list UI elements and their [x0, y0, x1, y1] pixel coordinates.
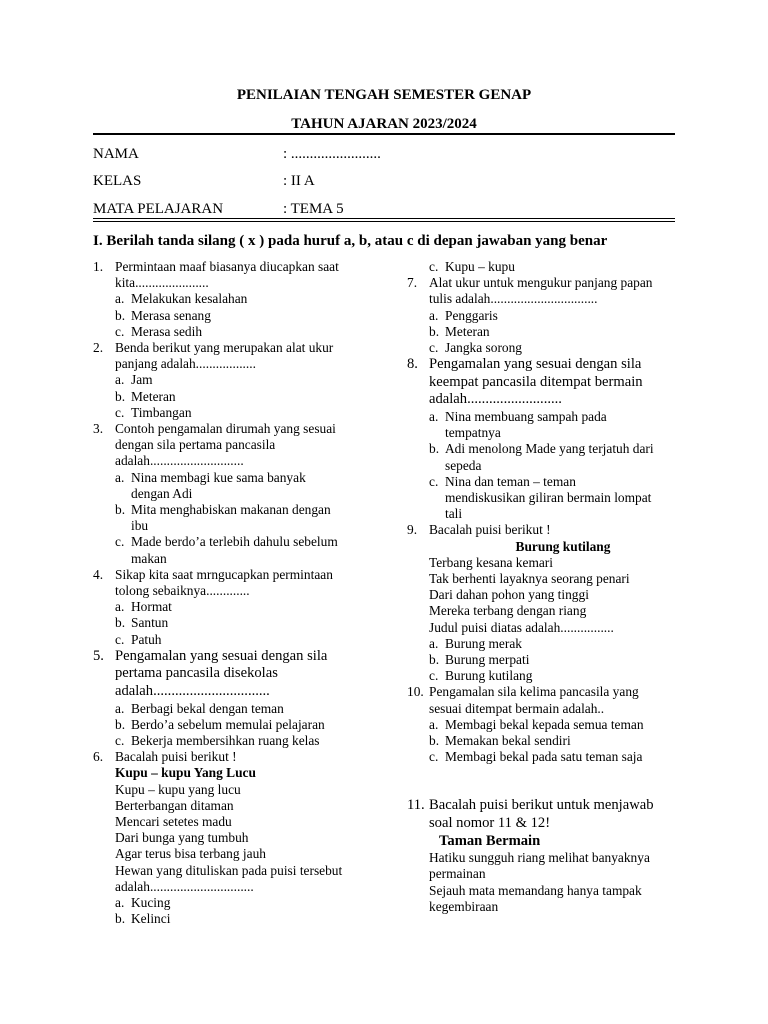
- question-number: 10.: [407, 684, 424, 700]
- option-text: Memakan bekal sendiri: [445, 733, 571, 749]
- question-number: 2.: [93, 340, 104, 356]
- question-10: [407, 684, 697, 765]
- question-11: [407, 797, 697, 850]
- option-letter: b.: [429, 323, 440, 339]
- poem-line: Terbang kesana kemari: [429, 554, 553, 570]
- option-letter: a.: [115, 469, 125, 485]
- option-text: Jangka sorong: [445, 340, 522, 356]
- option-letter: c.: [115, 631, 125, 647]
- option-text: tempatnya: [445, 425, 501, 441]
- option-text: Nina membuang sampah pada: [445, 409, 607, 424]
- option-a[interactable]: [407, 636, 697, 652]
- poem-line: Mereka terbang dengan riang: [429, 603, 587, 619]
- option-text: Made berdo’a terlebih dahulu sebelum: [131, 534, 338, 550]
- question-number: 9.: [407, 522, 418, 538]
- option-letter: c.: [429, 668, 439, 684]
- poem-line: Berterbangan ditaman: [115, 797, 234, 813]
- option-text: sepeda: [445, 457, 482, 473]
- question-text: kita......................: [115, 275, 209, 291]
- option-letter: b.: [429, 441, 440, 457]
- question-text: sesuai ditempat bermain adalah..: [429, 700, 605, 716]
- option-letter: b.: [429, 652, 440, 668]
- option-text: ibu: [131, 518, 149, 534]
- question-text: Judul puisi diatas adalah................: [429, 619, 614, 635]
- option-text: Adi menolong Made yang terjatuh dari: [445, 441, 654, 457]
- option-letter: c.: [115, 404, 125, 420]
- option-a[interactable]: [407, 717, 697, 733]
- option-text: Burung merpati: [445, 652, 530, 668]
- question-number: 4.: [93, 566, 104, 582]
- option-letter: b.: [115, 911, 126, 927]
- option-text: mendiskusikan giliran bermain lompat: [445, 490, 652, 506]
- left-column: [93, 259, 393, 928]
- question-number: 7.: [407, 275, 418, 291]
- question-number: 5.: [93, 647, 104, 664]
- option-c[interactable]: [93, 405, 393, 421]
- option-a[interactable]: [93, 470, 393, 486]
- option-text: tali: [445, 506, 463, 522]
- option-text: Melakukan kesalahan: [131, 291, 248, 307]
- question-text: adalah................................: [115, 683, 270, 700]
- option-letter: b.: [429, 733, 440, 749]
- option-text: Kucing: [131, 895, 171, 911]
- option-b[interactable]: [407, 652, 697, 668]
- option-letter: c.: [429, 749, 439, 765]
- question-7: [407, 275, 697, 356]
- option-letter: b.: [115, 388, 126, 404]
- option-text: Timbangan: [131, 404, 192, 420]
- question-number: 3.: [93, 421, 104, 437]
- question-text: keempat pancasila ditempat bermain: [429, 373, 643, 390]
- question-4: [93, 567, 393, 648]
- poem-line: Sejauh mata memandang hanya tampak: [429, 882, 642, 898]
- option-letter: c.: [115, 534, 125, 550]
- option-text: Penggaris: [445, 307, 498, 323]
- option-text: Berbagi bekal dengan teman: [131, 700, 284, 716]
- option-b[interactable]: [93, 389, 393, 405]
- option-b[interactable]: [93, 502, 393, 518]
- option-letter: a.: [429, 716, 439, 732]
- option-c[interactable]: [407, 668, 697, 684]
- question-text: Alat ukur untuk mengukur panjang papan: [429, 275, 653, 291]
- option-text: Santun: [131, 615, 169, 631]
- option-text: Hormat: [131, 599, 172, 615]
- question-text: Sikap kita saat mrngucapkan permintaan: [115, 566, 333, 582]
- option-a[interactable]: [93, 291, 393, 307]
- option-b[interactable]: [407, 441, 697, 457]
- option-letter: b.: [115, 307, 126, 323]
- question-6: [93, 749, 393, 927]
- option-text: Membagi bekal kepada semua teman: [445, 716, 644, 732]
- option-a[interactable]: [93, 372, 393, 388]
- option-letter: c.: [115, 733, 125, 749]
- divider-top: [93, 133, 675, 135]
- question-11-poem: [407, 850, 697, 915]
- question-text: Contoh pengamalan dirumah yang sesuai: [115, 421, 336, 437]
- option-a[interactable]: [93, 599, 393, 615]
- option-text: Bekerja membersihkan ruang kelas: [131, 733, 320, 749]
- option-b[interactable]: [407, 733, 697, 749]
- option-c[interactable]: [407, 474, 697, 490]
- option-letter: b.: [115, 716, 126, 732]
- option-text: Membagi bekal pada satu teman saja: [445, 749, 643, 765]
- divider-double-1: [93, 218, 675, 219]
- poem-line: Tak berhenti layaknya seorang penari: [429, 571, 630, 587]
- spacer: [407, 765, 697, 797]
- subject-label: MATA PELAJARAN: [93, 201, 224, 217]
- option-text: Mita menghabiskan makanan dengan: [131, 502, 331, 518]
- question-text: Hewan yang dituliskan pada puisi tersebut: [115, 862, 343, 878]
- question-5: [93, 648, 393, 701]
- question-text: Bacalah puisi berikut !: [429, 522, 551, 538]
- question-1: [93, 259, 393, 340]
- option-a[interactable]: [93, 895, 393, 911]
- question-text: Benda berikut yang merupakan alat ukur: [115, 340, 334, 356]
- question-text: dengan sila pertama pancasila: [115, 437, 276, 453]
- option-letter: c.: [115, 323, 125, 339]
- option-text: makan: [131, 550, 167, 566]
- option-text: Kupu – kupu: [445, 259, 515, 274]
- poem-line: Dari bunga yang tumbuh: [115, 830, 249, 846]
- question-text: adalah............................: [115, 453, 244, 469]
- name-label: NAMA: [93, 146, 139, 162]
- option-text: Meteran: [445, 323, 490, 339]
- poem-title: Burung kutilang: [515, 538, 611, 554]
- option-text: dengan Adi: [131, 485, 193, 501]
- option-text: Meteran: [131, 388, 176, 404]
- question-text: soal nomor 11 & 12!: [429, 815, 551, 832]
- option-text: Jam: [131, 372, 153, 388]
- option-text: Merasa sedih: [131, 323, 203, 339]
- poem-line: Hatiku sungguh riang melihat banyaknya: [429, 850, 650, 866]
- question-text: tolong sebaiknya.............: [115, 583, 250, 599]
- question-text: tulis adalah................................: [429, 291, 598, 307]
- poem-line: permainan: [429, 866, 486, 882]
- name-value: : ........................: [283, 146, 381, 162]
- option-letter: a.: [115, 291, 125, 307]
- option-c[interactable]: [93, 632, 393, 648]
- question-8: [407, 356, 697, 409]
- question-text: Bacalah puisi berikut untuk menjawab: [429, 797, 654, 814]
- poem-title: Kupu – kupu Yang Lucu: [115, 765, 256, 781]
- class-value: : II A: [283, 173, 315, 189]
- poem-line: Mencari setetes madu: [115, 814, 232, 830]
- question-5-options: [93, 701, 393, 750]
- poem-title: Taman Bermain: [439, 832, 541, 849]
- option-b[interactable]: [93, 717, 393, 733]
- option-letter: c.: [429, 340, 439, 356]
- divider-double-2: [93, 221, 675, 222]
- question-3: [93, 421, 393, 567]
- option-text: Kelinci: [131, 911, 171, 927]
- question-text: Pengamalan sila kelima pancasila yang: [429, 684, 639, 700]
- option-letter: a.: [115, 895, 125, 911]
- question-text: Bacalah puisi berikut !: [115, 749, 237, 765]
- question-number: 6.: [93, 749, 104, 765]
- question-text: Pengamalan yang sesuai dengan sila: [429, 356, 642, 373]
- option-b[interactable]: [407, 324, 697, 340]
- question-text: Pengamalan yang sesuai dengan sila: [115, 647, 328, 664]
- option-text: Nina membagi kue sama banyak: [131, 469, 306, 485]
- question-text: panjang adalah..................: [115, 356, 256, 372]
- option-text: Nina dan teman – teman: [445, 473, 576, 489]
- question-text: Permintaan maaf biasanya diucapkan saat: [115, 259, 339, 274]
- option-letter: a.: [429, 635, 439, 651]
- option-a[interactable]: [407, 308, 697, 324]
- option-letter: b.: [115, 502, 126, 518]
- option-letter: c.: [429, 259, 439, 274]
- school-year: TAHUN AJARAN 2023/2024: [291, 116, 477, 132]
- option-c[interactable]: [407, 259, 697, 275]
- option-letter: a.: [115, 599, 125, 615]
- question-number: 8.: [407, 356, 418, 373]
- option-text: Patuh: [131, 631, 162, 647]
- question-2: [93, 340, 393, 421]
- poem-line: Dari dahan pohon yang tinggi: [429, 587, 589, 603]
- question-number: 1.: [93, 259, 104, 274]
- option-c[interactable]: [407, 749, 697, 765]
- option-c[interactable]: [93, 534, 393, 550]
- option-a[interactable]: [93, 701, 393, 717]
- subject-value: : TEMA 5: [283, 201, 344, 217]
- option-a[interactable]: [407, 409, 697, 425]
- option-c[interactable]: [93, 324, 393, 340]
- question-text: pertama pancasila disekolas: [115, 665, 278, 682]
- instruction: I. Berilah tanda silang ( x ) pada huruf a, b, atau c di depan jawaban yang benar: [93, 233, 608, 249]
- option-letter: c.: [429, 473, 439, 489]
- question-9: [407, 522, 697, 684]
- option-letter: a.: [115, 372, 125, 388]
- option-letter: a.: [429, 307, 439, 323]
- class-label: KELAS: [93, 173, 142, 189]
- right-column: [407, 259, 697, 915]
- option-b[interactable]: [93, 911, 393, 927]
- poem-line: Agar terus bisa terbang jauh: [115, 846, 266, 862]
- option-letter: a.: [429, 409, 439, 424]
- question-text: adalah..........................: [429, 391, 562, 408]
- option-text: Merasa senang: [131, 307, 211, 323]
- option-text: Burung kutilang: [445, 668, 533, 684]
- option-letter: a.: [115, 700, 125, 716]
- option-c[interactable]: [407, 340, 697, 356]
- option-b[interactable]: [93, 615, 393, 631]
- option-c[interactable]: [93, 733, 393, 749]
- question-text: adalah...............................: [115, 878, 254, 894]
- poem-line: Kupu – kupu yang lucu: [115, 781, 241, 797]
- question-number: 11.: [407, 797, 425, 814]
- question-8-options: [407, 409, 697, 522]
- page-title: PENILAIAN TENGAH SEMESTER GENAP: [236, 87, 532, 103]
- option-text: Burung merak: [445, 635, 522, 651]
- option-letter: b.: [115, 615, 126, 631]
- option-b[interactable]: [93, 308, 393, 324]
- poem-line: kegembiraan: [429, 898, 499, 914]
- option-text: Berdo’a sebelum memulai pelajaran: [131, 716, 325, 732]
